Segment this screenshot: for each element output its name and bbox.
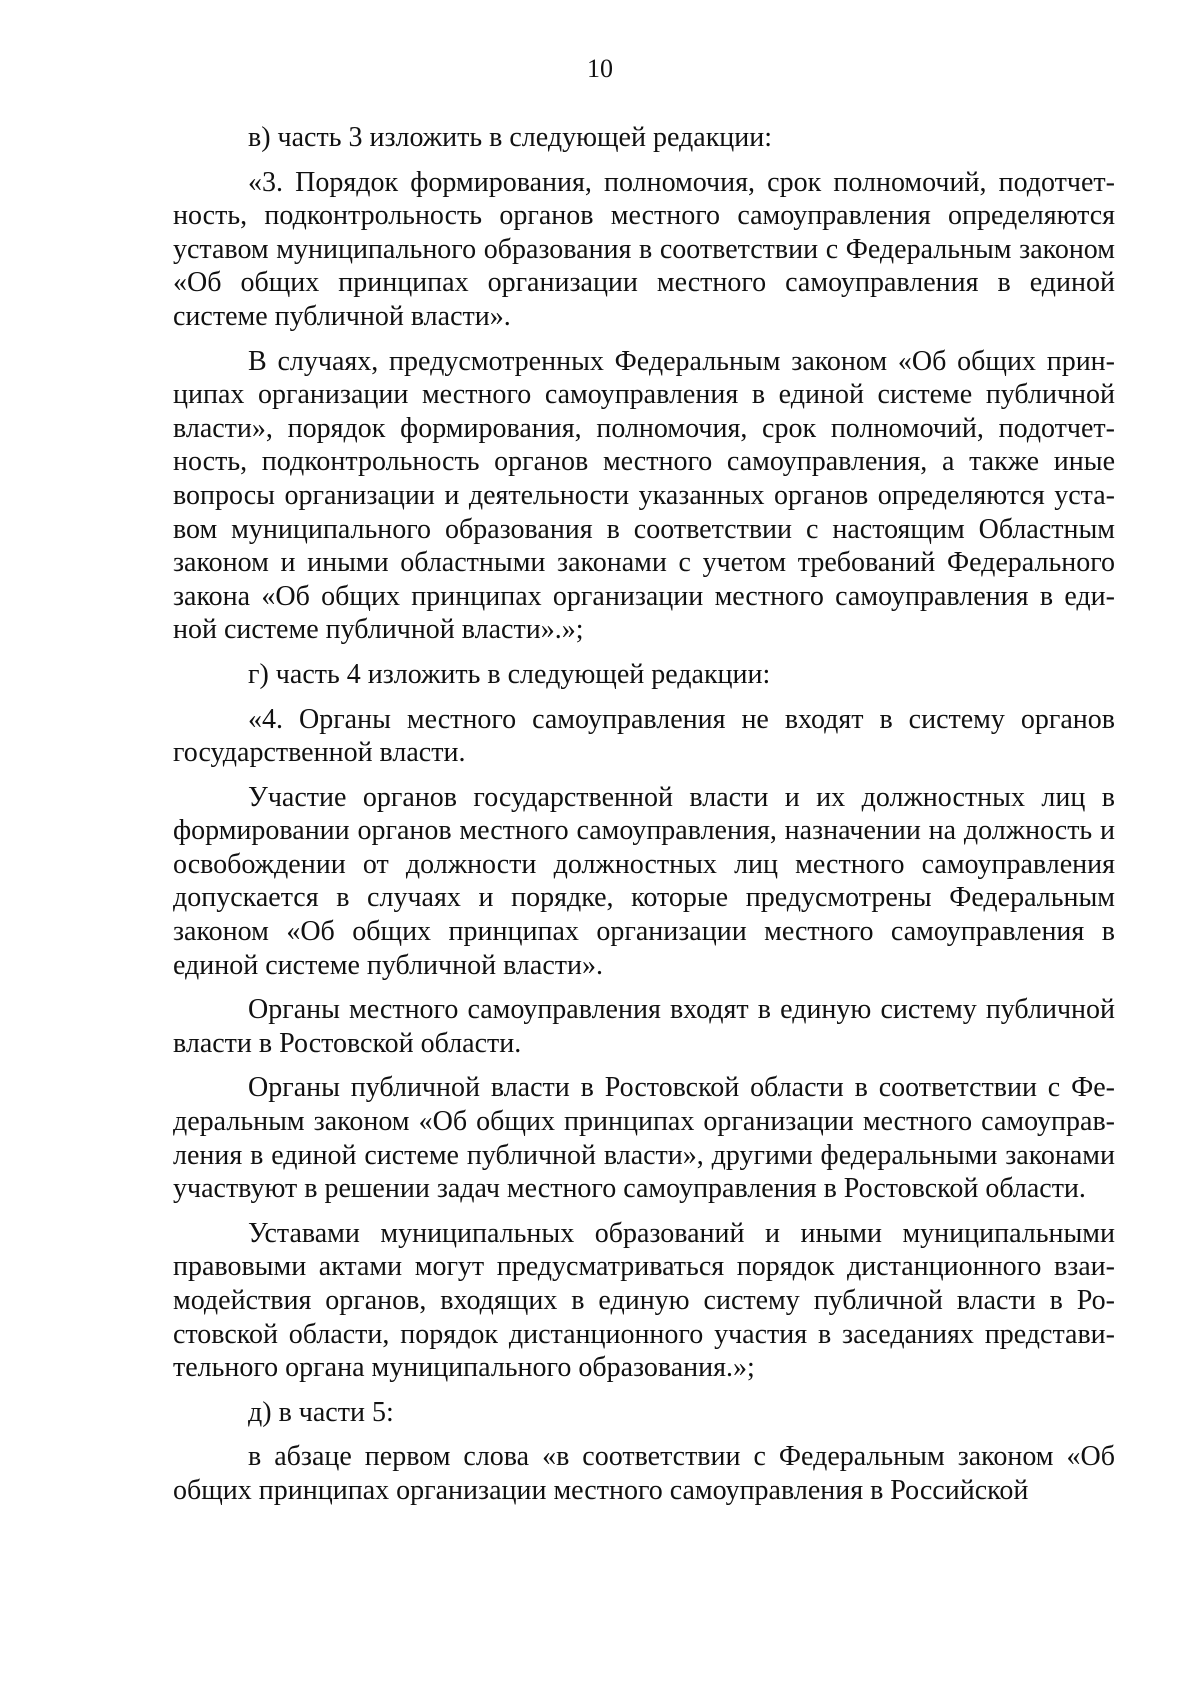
paragraph: Участие органов государственной власти и их должностных лиц в формировании органов местного самоуправления, назначении на должность и освобождении от должности должностных лиц местного самоуправления допускается в случаях и порядке, которые предусмотрены Федеральным законом «Об общих принципах организации местного самоуправления в единой системе публичной власти». xyxy=(173,781,1115,981)
paragraph: в абзаце первом слова «в соответствии с Федеральным законом «Об общих принципах организации местного самоуправления в Российской xyxy=(173,1441,1115,1506)
paragraph: Органы публичной власти в Ростовской области в соответствии с Федеральным законом «Об общих принципах организации местного самоуправления в единой системе публичной власти», другими федеральными законами участвуют в решении задач местного самоуправления в Ростовской области. xyxy=(173,1072,1115,1205)
paragraph: в) часть 3 изложить в следующей редакции: xyxy=(248,122,773,153)
document-body xyxy=(173,121,1115,1508)
paragraph: Органы местного самоуправления входят в единую систему публичной власти в Ростовской области. xyxy=(173,994,1115,1059)
paragraph: «3. Порядок формирования, полномочия, срок полномочий, подотчетность, подконтрольность органов местного самоуправления определяются уставом муниципального образования в соответствии с Федеральным законом «Об общих принципах организации местного самоуправления в единой системе публичной власти». xyxy=(173,166,1115,332)
paragraph: «4. Органы местного самоуправления не входят в систему органов государственной власти. xyxy=(173,703,1115,769)
paragraph: г) часть 4 изложить в следующей редакции: xyxy=(248,658,771,690)
page-number: 10 xyxy=(587,54,613,83)
paragraph: д) в части 5: xyxy=(248,1396,394,1428)
paragraph: В случаях, предусмотренных Федеральным законом «Об общих принципах организации местного самоуправления в единой системе публичной власти», порядок формирования, полномочия, срок полномочий, подотчетность, подконтрольность органов местного самоуправления, а также иные вопросы организации и деятельности указанных органов определяются уставом муниципального образования в соответствии с настоящим Областным законом и иными областными законами с учетом требований Федерального закона «Об общих принципах организации местного самоуправления в единой системе публичной власти».»; xyxy=(173,345,1115,646)
paragraph: Уставами муниципальных образований и иными муниципальными правовыми актами могут предусматриваться порядок дистанционного взаимодействия органов, входящих в единую систему публичной власти в Ростовской области, порядок дистанционного участия в заседаниях представительного органа муниципального образования.»; xyxy=(173,1217,1115,1384)
